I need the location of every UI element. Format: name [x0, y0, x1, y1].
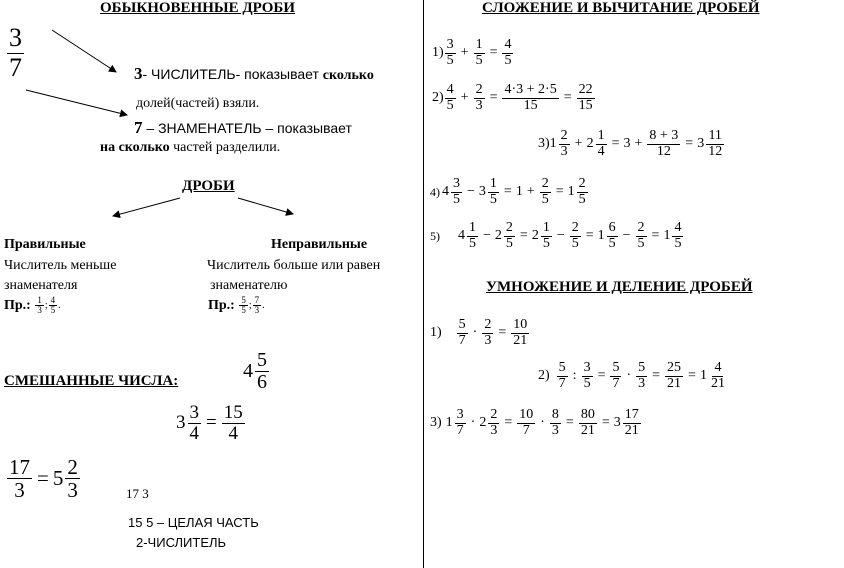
mixed-example: 4 $\frac{5}{6}$: [243, 349, 267, 393]
example-fraction: [6, 24, 25, 82]
improper-title: Неправильные: [271, 237, 368, 252]
heading-common-fractions: ОБЫКНОВЕННЫЕ ДРОБИ: [100, 0, 295, 16]
improper-desc-1: Числитель больше или равен: [207, 258, 381, 273]
muldiv-example-3: 3) 1 $\frac{3}{7}$ · 2 $\frac{2}{3}$ = $\frac{10}{7}$ · $\frac{8}{3}$ = $\frac{80}{21}$ = 3 $\frac{17}{21}$: [430, 407, 639, 438]
proper-example: Пр.: $\frac{1}{3}$ ; $\frac{4}{5}$ .: [4, 295, 61, 316]
addsub-example-4: 4) 4 $\frac{3}{5}$ − 3 $\frac{1}{5}$ = 1 + $\frac{2}{5}$ = 1 $\frac{2}{5}$: [430, 176, 586, 207]
arrow-to-numerator: [52, 30, 116, 72]
addsub-example-2: 2) $\frac{4}{5}$ + $\frac{2}{3}$ = $\frac{4\cdot 3 + 2\cdot 5}{15}$ = $\frac{22}{15}$: [432, 82, 593, 113]
proper-title: Правильные: [4, 237, 86, 252]
heading-mul-div: УМНОЖЕНИЕ И ДЕЛЕНИЕ ДРОБЕЙ: [486, 279, 753, 295]
heading-mixed-numbers: СМЕШАННЫЕ ЧИСЛА:: [4, 373, 179, 389]
proper-desc-1: Числитель меньше: [4, 258, 117, 273]
division-line-3: 2-ЧИСЛИТЕЛЬ: [136, 535, 227, 550]
column-divider: [423, 0, 424, 568]
improper-to-mixed: $\frac{17}{3}$ = 5 $\frac{2}{3}$: [9, 455, 78, 503]
numerator-definition-cont: долей(частей) взяли.: [136, 96, 260, 111]
arrows-layer: [0, 0, 420, 230]
muldiv-example-1: 1) $\frac{5}{7}$ · $\frac{2}{3}$ = $\frac{10}{21}$: [430, 317, 528, 348]
heading-fractions: ДРОБИ: [182, 178, 235, 194]
denominator-definition: 7 – ЗНАМЕНАТЕЛЬ – показывает: [134, 118, 352, 137]
addsub-example-5: 5) 4 $\frac{1}{5}$ − 2 $\frac{2}{5}$ = 2 $\frac{1}{5}$ − $\frac{2}{5}$ = 1 $\frac{6}{5}$ − $\frac{2}{5}$ = 1 $\frac{4}{5}$: [430, 220, 682, 251]
addsub-example-3: 3) 1 $\frac{2}{3}$ + 2 $\frac{1}{4}$ = 3 + $\frac{8 + 3}{12}$ = 3 $\frac{11}{12}$: [538, 128, 723, 159]
improper-example: Пр.: $\frac{5}{5}$ ; $\frac{7}{3}$ .: [208, 295, 265, 316]
arrow-to-denominator: [26, 90, 127, 115]
heading-add-sub: СЛОЖЕНИЕ И ВЫЧИТАНИЕ ДРОБЕЙ: [482, 0, 760, 16]
division-line-2: 15 5 – ЦЕЛАЯ ЧАСТЬ: [128, 515, 259, 530]
arrow-to-improper: [238, 198, 293, 214]
mixed-to-improper: 3 $\frac{3}{4}$ = $\frac{15}{4}$: [176, 402, 243, 444]
proper-desc-2: знаменателя: [4, 278, 78, 293]
addsub-example-1: 1) $\frac{3}{5}$ + $\frac{1}{5}$ = $\frac{4}{5}$: [432, 37, 512, 68]
division-line-1: 17 3: [126, 486, 149, 501]
improper-desc-2: знаменателю: [210, 278, 288, 293]
muldiv-example-2: 2) $\frac{5}{7}$ : $\frac{3}{5}$ = $\frac{5}{7}$ · $\frac{5}{3}$ = $\frac{25}{21}$ = 1 $\frac{4}{21}$: [538, 360, 725, 391]
denominator-definition-cont: на сколько частей разделили.: [100, 140, 281, 155]
arrow-to-proper: [113, 198, 180, 216]
numerator-definition: 3- ЧИСЛИТЕЛЬ- показывает сколько: [134, 64, 374, 83]
fraction-denominator: 7: [9, 52, 22, 82]
fraction-numerator: 3: [9, 23, 22, 52]
